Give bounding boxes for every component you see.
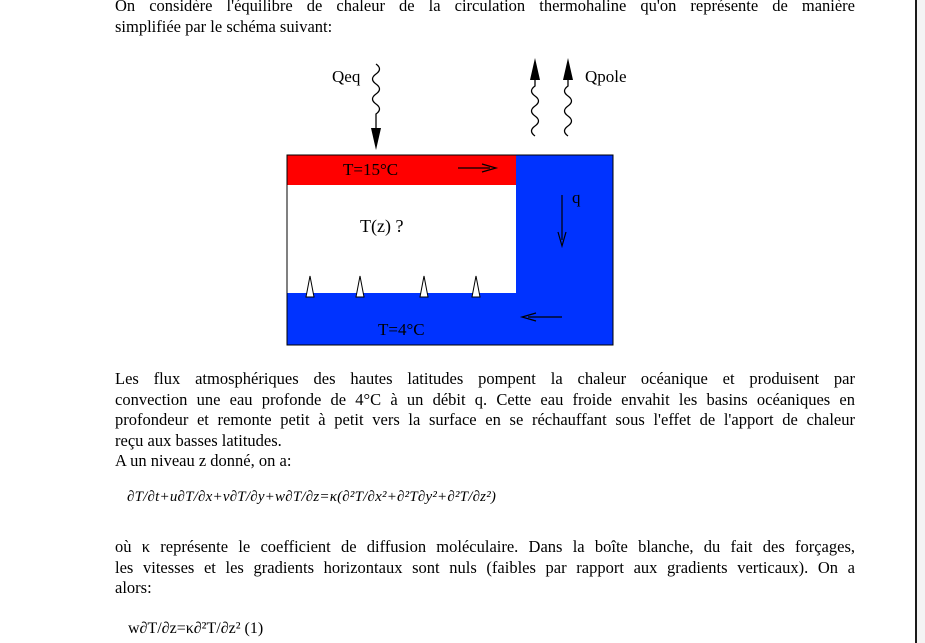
main-paragraph: [115, 369, 855, 472]
qeq-label: Qeq: [332, 67, 361, 86]
paragraph1-line-3: profondeur et remonte petit à petit vers la surface en se réchauffant sous l'effet de l'apport de chaleur: [115, 410, 855, 429]
heat-loss-arrow-left-icon: [530, 58, 540, 136]
paragraph2-line-1: où κ représente le coefficient de diffusion moléculaire. Dans la boîte blanche, du fait des forçages,: [115, 537, 855, 556]
paragraph1-line-4: reçu aux basses latitudes.: [115, 430, 282, 450]
surface-temp-label: T=15°C: [343, 160, 399, 179]
paragraph2-line-2: les vitesses et les gradients horizontaux sont nuls (faibles par rapport aux gradients verticaux). On a: [115, 557, 855, 577]
qpole-label: Qpole: [585, 67, 627, 86]
warm-surface-layer: [287, 155, 516, 185]
intro-line-2: simplifiée par le schéma suivant:: [115, 16, 333, 36]
heat-equation: ∂T/∂t+u∂T/∂x+v∂T/∂y+w∂T/∂z=κ(∂²T/∂x²+∂²T∂y²+∂²T/∂z²): [127, 489, 497, 505]
flow-label: q: [572, 188, 581, 207]
simplified-equation: w∂T/∂z=κ∂²T/∂z² (1): [128, 620, 264, 637]
interior-white-box: [287, 185, 516, 293]
bottom-temp-label: T=4°C: [378, 320, 425, 339]
interior-temp-label: T(z) ?: [360, 216, 404, 236]
heat-loss-arrow-right-icon: [563, 58, 573, 136]
intro-line-1: On considère l'équilibre de chaleur de la circulation thermohaline qu'on représente de manière: [115, 0, 855, 15]
paragraph1-line-2: convection une eau profonde de 4°C à un débit q. Cette eau froide envahit les basins océaniques en: [115, 389, 855, 409]
paragraph1-line-5: A un niveau z donné, on a:: [115, 451, 292, 470]
paragraph1-line-1: Les flux atmosphériques des hautes latitudes pompent la chaleur océanique et produisent par: [115, 369, 855, 388]
second-paragraph: [115, 537, 855, 599]
paragraph2-line-3: alors:: [115, 578, 152, 597]
heat-input-arrow-icon: [371, 64, 381, 150]
